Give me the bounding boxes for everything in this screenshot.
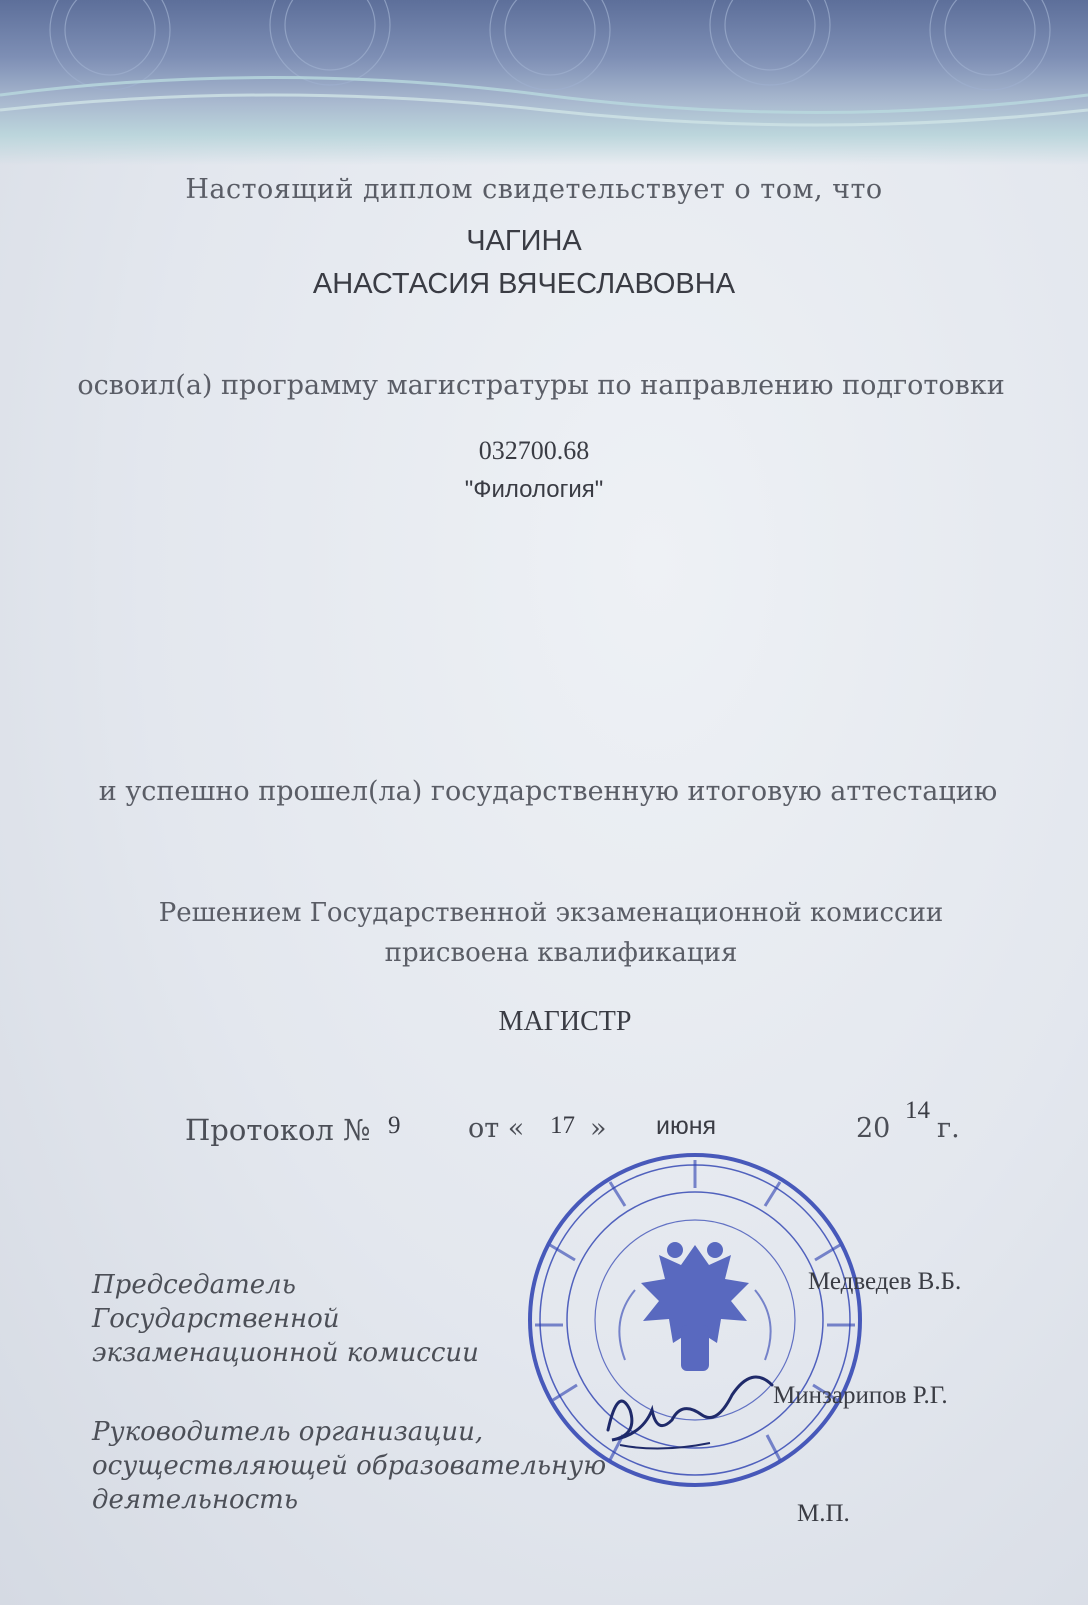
head-title-line1: Руководитель организации, (92, 1417, 484, 1447)
protocol-century: 20 (856, 1113, 891, 1144)
protocol-day: 17 (550, 1112, 575, 1139)
protocol-date-open: от « (468, 1113, 525, 1144)
chair-title-line1: Председатель (92, 1270, 296, 1300)
program-statement: освоил(а) программу магистратуры по направлению подготовки (77, 370, 1005, 401)
stamp-place-label: М.П. (797, 1500, 850, 1527)
protocol-year-suffix: г. (937, 1113, 960, 1144)
head-title-line2: осуществляющей образовательную (92, 1451, 607, 1481)
chair-title-line2: Государственной (92, 1304, 340, 1334)
chair-title (92, 1268, 479, 1370)
protocol-number: 9 (388, 1112, 401, 1139)
chair-title-line3: экзаменационной комиссии (92, 1338, 479, 1368)
head-name: Минзарипов Р.Г. (773, 1382, 948, 1409)
attestation-statement: и успешно прошел(ла) государственную итоговую аттестацию (98, 776, 998, 807)
holder-surname: ЧАГИНА (466, 225, 582, 257)
protocol-year: 14 (905, 1097, 930, 1124)
commission-decision-line2: присвоена квалификация (384, 938, 738, 968)
head-title (92, 1415, 606, 1517)
diploma-intro-text: Настоящий диплом свидетельствует о том, что (185, 174, 883, 205)
holder-given-names: АНАСТАСИЯ ВЯЧЕСЛАВОВНА (312, 268, 736, 300)
program-name: "Филология" (464, 476, 604, 503)
chair-name: Медведев В.Б. (808, 1268, 962, 1295)
program-code: 032700.68 (478, 436, 590, 465)
decorative-header-band (0, 0, 1088, 165)
qualification-title: МАГИСТР (498, 1006, 632, 1037)
rector-signature (600, 1370, 800, 1460)
commission-decision-line1: Решением Государственной экзаменационной комиссии (158, 898, 944, 928)
protocol-label: Протокол № (185, 1113, 371, 1147)
protocol-month: июня (656, 1112, 717, 1140)
protocol-date-close: » (590, 1113, 607, 1144)
head-title-line3: деятельность (92, 1485, 298, 1515)
